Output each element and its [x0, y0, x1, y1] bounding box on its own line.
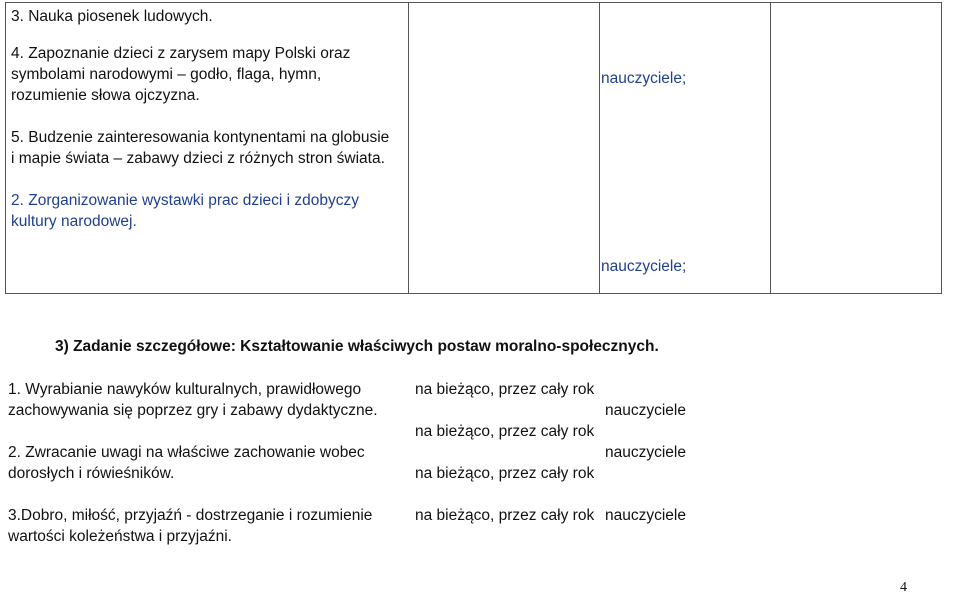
task-4-line-2: symbolami narodowymi – godło, flaga, hymn, — [11, 66, 322, 83]
plan-table — [5, 2, 942, 294]
empty-cell-2 — [771, 3, 942, 294]
task-2-line-1: 2. Zorganizowanie wystawki prac dzieci i zdobyczy — [11, 192, 360, 209]
task-4-line-1: 4. Zapoznanie dzieci z zarysem mapy Polski oraz — [11, 45, 351, 62]
task-5-line-2: i mapie świata – zabawy dzieci z różnych stron świata. — [11, 150, 385, 167]
task-1-line-1: 1. Wyrabianie nawyków kulturalnych, prawidłowego — [8, 381, 362, 398]
responsible-1: nauczyciele; — [601, 70, 687, 87]
task-4-line-3: rozumienie słowa ojczyzna. — [11, 87, 200, 104]
tasks-cell — [6, 3, 409, 294]
term-1: na bieżąco, przez cały rok — [415, 381, 595, 398]
task-1-line-2: zachowywania się poprzez gry i zabawy dydaktyczne. — [8, 402, 378, 419]
page-number: 4 — [900, 580, 907, 595]
task-3b-line-2: wartości koleżeństwa i przyjaźni. — [8, 528, 232, 545]
task-2b-line-2: dorosłych i rówieśników. — [8, 465, 175, 482]
responsible-2: nauczyciele; — [601, 258, 687, 275]
term-2: na bieżąco, przez cały rok — [415, 423, 595, 440]
term-4: na bieżąco, przez cały rok — [415, 507, 595, 524]
task-2-line-2: kultury narodowej. — [11, 213, 137, 230]
responsible-3: nauczyciele — [605, 402, 686, 419]
task-3-text: 3. Nauka piosenek ludowych. — [11, 8, 213, 25]
task-3b-line-1: 3.Dobro, miłość, przyjaźń - dostrzeganie i rozumienie — [8, 507, 373, 524]
empty-cell-1 — [600, 3, 771, 294]
responsible-5: nauczyciele — [605, 507, 686, 524]
task-2b-line-1: 2. Zwracanie uwagi na właściwe zachowanie wobec — [8, 444, 365, 461]
term-3: na bieżąco, przez cały rok — [415, 465, 595, 482]
responsible-cell — [409, 3, 687, 294]
responsible-4: nauczyciele — [605, 444, 686, 461]
task-5-line-1: 5. Budzenie zainteresowania kontynentami na globusie — [11, 129, 390, 146]
section-3-heading: 3) Zadanie szczegółowe: Kształtowanie właściwych postaw moralno-społecznych. — [55, 338, 659, 355]
